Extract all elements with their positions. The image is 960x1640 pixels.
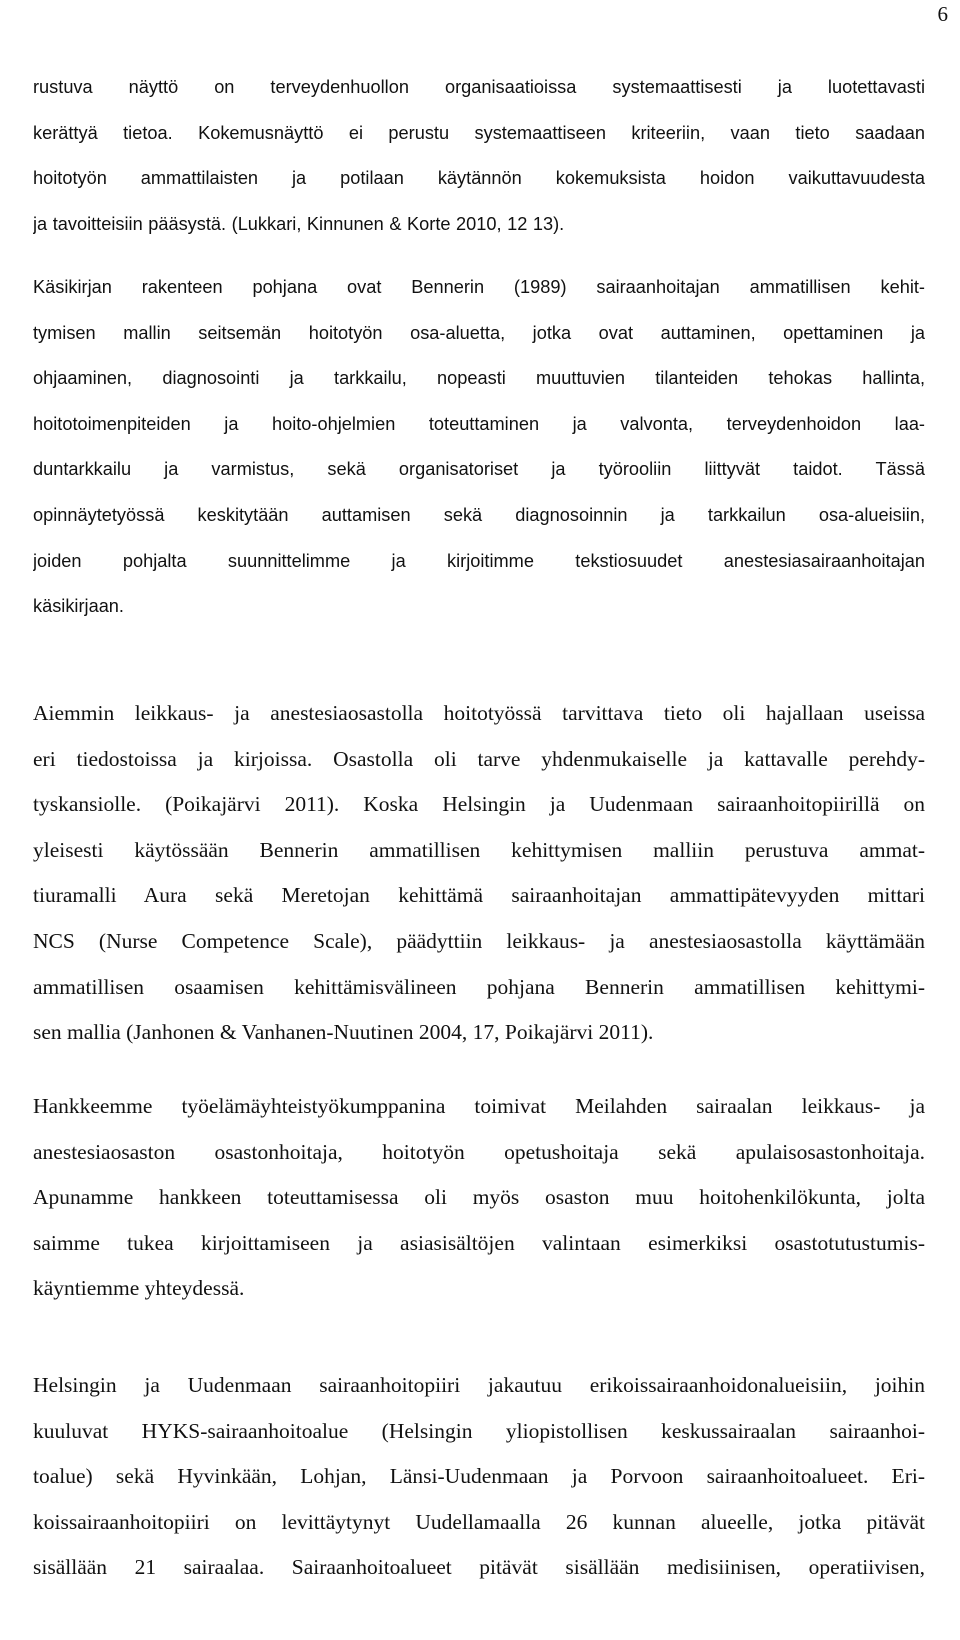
- paragraph-line: ammatillisen osaamisen kehittämisvälineen pohjana Bennerin ammatillisen kehittymi-: [33, 974, 925, 999]
- paragraph-line: sisällään 21 sairaalaa. Sairaanhoitoalueet pitävät sisällään medisiinisen, operatiivisen,: [33, 1555, 925, 1580]
- paragraph-line: Helsingin ja Uudenmaan sairaanhoitopiiri jakautuu erikoissairaanhoidonalueisiin, joihin: [33, 1373, 925, 1397]
- paragraph-line: sen mallia (Janhonen & Vanhanen-Nuutinen 2004, 17, Poikajärvi 2011).: [33, 1020, 654, 1045]
- paragraph-line: joiden pohjalta suunnittelimme ja kirjoitimme tekstiosuudet anestesiasairaanhoitajan: [33, 550, 925, 571]
- paragraph-line: tiuramalli Aura sekä Meretojan kehittämä sairaanhoitajan ammattipätevyyden mittari: [33, 883, 925, 908]
- paragraph-hospital-district: [33, 1363, 925, 1591]
- paragraph-line: duntarkkailu ja varmistus, sekä organisatoriset ja työrooliin liittyvät taidot. Tässä: [33, 459, 925, 480]
- paragraph-line: tyskansiolle. (Poikajärvi 2011). Koska Helsingin ja Uudenmaan sairaanhoitopiirillä on: [33, 792, 925, 817]
- paragraph-line: anestesiaosaston osastonhoitaja, hoitotyön opetushoitaja sekä apulaisosastonhoitaja.: [33, 1139, 925, 1164]
- paragraph-line: toalue) sekä Hyvinkään, Lohjan, Länsi-Uudenmaan ja Porvoon sairaanhoitoalueet. Eri-: [33, 1464, 925, 1489]
- paragraph-line: ja tavoitteisiin pääsystä. (Lukkari, Kinnunen & Korte 2010, 12 13).: [33, 213, 565, 234]
- paragraph-line: ohjaaminen, diagnosointi ja tarkkailu, nopeasti muuttuvien tilanteiden tehokas hallinta,: [33, 368, 925, 389]
- paragraph-line: kuuluvat HYKS-sairaanhoitoalue (Helsingin yliopistollisen keskussairaalan sairaanhoi-: [33, 1418, 925, 1443]
- page-number: 6: [937, 2, 948, 26]
- paragraph-line: yleisesti käytössään Bennerin ammatillisen kehittymisen malliin perustuva ammat-: [33, 837, 925, 862]
- paragraph-line: hoitotyön ammattilaisten ja potilaan käytännön kokemuksista hoidon vaikuttavuudesta: [33, 168, 925, 189]
- paragraph-line: Hankkeemme työelämäyhteistyökumppanina toimivat Meilahden sairaalan leikkaus- ja: [33, 1094, 925, 1118]
- paragraph-line: NCS (Nurse Competence Scale), päädyttiin leikkaus- ja anestesiaosastolla käyttämään: [33, 928, 925, 953]
- paragraph-evidence-types: [33, 65, 925, 247]
- paragraph-line: rustuva näyttö on terveydenhuollon organisaatioissa systemaattisesti ja luotettavasti: [33, 77, 925, 97]
- paragraph-line: opinnäytetyössä keskitytään auttamisen sekä diagnosoinnin ja tarkkailun osa-alueisiin,: [33, 504, 925, 525]
- paragraph-ward-background: [33, 691, 925, 1056]
- paragraph-line: käsikirjaan.: [33, 596, 124, 617]
- paragraph-line: Käsikirjan rakenteen pohjana ovat Bennerin (1989) sairaanhoitajan ammatillisen kehit-: [33, 277, 925, 297]
- paragraph-line: Aiemmin leikkaus- ja anestesiaosastolla hoitotyössä tarvittava tieto oli hajallaan useissa: [33, 701, 925, 725]
- paragraph-line: saimme tukea kirjoittamiseen ja asiasisältöjen valintaan esimerkiksi osastotutustumis-: [33, 1230, 925, 1255]
- paragraph-partners: [33, 1084, 925, 1312]
- paragraph-handbook-structure: [33, 265, 925, 630]
- paragraph-line: kerättyä tietoa. Kokemusnäyttö ei perustu systemaattiseen kriteeriin, vaan tieto saadaan: [33, 122, 925, 143]
- paragraph-line: tymisen mallin seitsemän hoitotyön osa-aluetta, jotka ovat auttaminen, opettaminen ja: [33, 322, 925, 343]
- paragraph-line: hoitotoimenpiteiden ja hoito-ohjelmien toteuttaminen ja valvonta, terveydenhoidon laa-: [33, 413, 925, 434]
- paragraph-line: koissairaanhoitopiiri on levittäytynyt Uudellamaalla 26 kunnan alueelle, jotka pitävät: [33, 1509, 925, 1534]
- paragraph-line: eri tiedostoissa ja kirjoissa. Osastolla oli tarve yhdenmukaiselle ja kattavalle perehdy-: [33, 746, 925, 771]
- paragraph-line: käyntiemme yhteydessä.: [33, 1276, 245, 1301]
- paragraph-line: Apunamme hankkeen toteuttamisessa oli myös osaston muu hoitohenkilökunta, jolta: [33, 1185, 925, 1210]
